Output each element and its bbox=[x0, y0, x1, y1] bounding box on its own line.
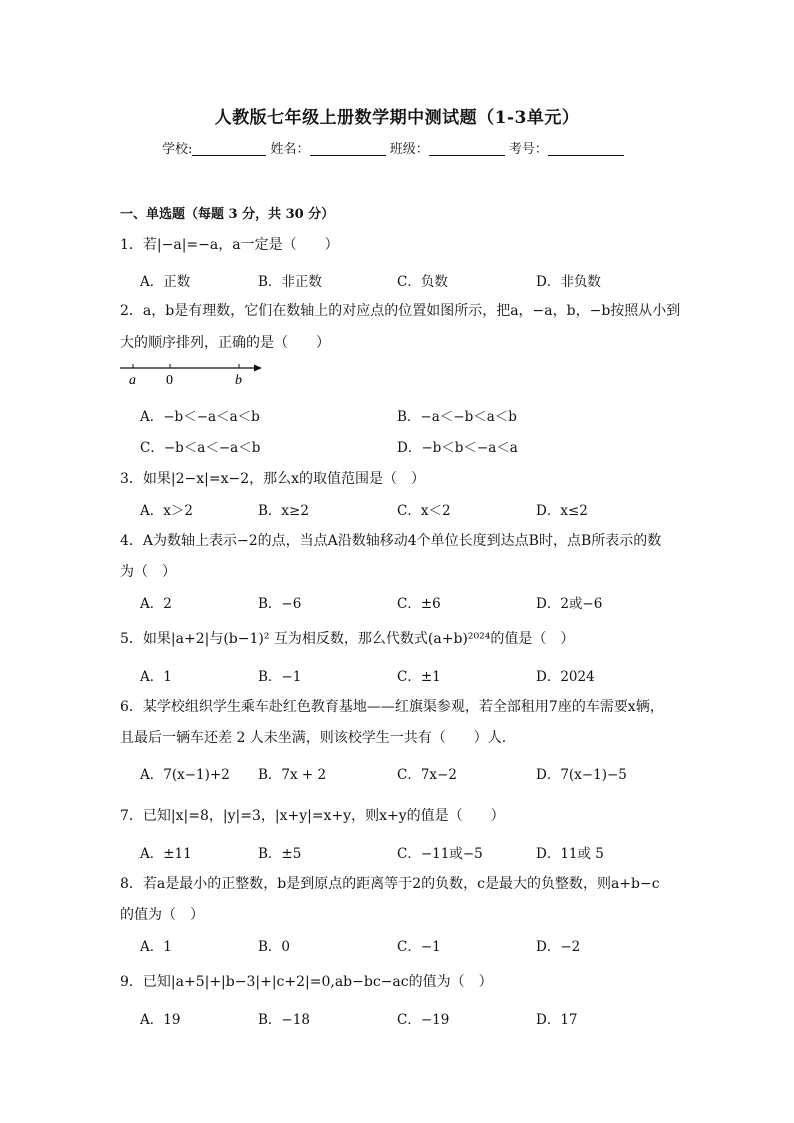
q3-option-a: A．x＞2 bbox=[140, 503, 193, 519]
q9-option-d: D．17 bbox=[536, 1012, 578, 1028]
name-blank[interactable] bbox=[310, 141, 386, 156]
q4-option-a: A．2 bbox=[140, 596, 172, 612]
q8-option-b: B．0 bbox=[258, 939, 291, 955]
school-blank[interactable] bbox=[192, 141, 266, 156]
q5-option-d: D．2024 bbox=[536, 669, 595, 685]
number-line-label-a: a bbox=[129, 373, 136, 388]
class-blank[interactable] bbox=[429, 141, 505, 156]
q8-option-c: C．−1 bbox=[397, 939, 441, 955]
question-3-line-1: 3．如果|2−x|=x−2，那么x的取值范围是（ ） bbox=[120, 471, 426, 487]
q4-option-c: C．±6 bbox=[397, 596, 441, 612]
q9-option-c: C．−19 bbox=[397, 1012, 450, 1028]
question-2-line-2: 大的顺序排列，正确的是（ ） bbox=[120, 335, 330, 351]
q5-option-b: B．−1 bbox=[258, 669, 302, 685]
q3-option-b: B．x≥2 bbox=[258, 503, 309, 519]
q6-option-a: A．7(x−1)+2 bbox=[140, 767, 230, 783]
q6-option-b: B．7x + 2 bbox=[258, 767, 327, 783]
question-4-line-1: 4．A为数轴上表示−2的点，当点A沿数轴移动4个单位长度到达点B时，点B所表示的数 bbox=[120, 533, 662, 549]
question-8-line-1: 8．若a是最小的正整数，b是到原点的距离等于2的负数，c是最大的负整数，则a+b−c bbox=[120, 876, 660, 892]
q1-option-a: A．正数 bbox=[140, 274, 191, 290]
name-label: 姓名： bbox=[270, 142, 310, 157]
question-1-line-1: 1．若|−a|=−a，a一定是（ ） bbox=[120, 237, 339, 253]
question-5-line-1: 5．如果|a+2|与(b−1)² 互为相反数，那么代数式(a+b)²⁰²⁴的值是（ ） bbox=[120, 631, 575, 647]
section-heading: 一、单选题（每题 3 分，共 30 分） bbox=[120, 207, 335, 222]
question-6-line-2: 且最后一辆车还差 2 人未坐满，则该校学生一共有（ ）人． bbox=[120, 730, 516, 746]
q2-option-d: D．−b＜b＜−a＜a bbox=[397, 440, 518, 456]
q1-option-d: D．非负数 bbox=[536, 274, 601, 290]
q1-option-b: B．非正数 bbox=[258, 274, 322, 290]
q8-option-d: D．−2 bbox=[536, 939, 581, 955]
q5-option-a: A．1 bbox=[140, 669, 172, 685]
q9-option-a: A．19 bbox=[140, 1012, 181, 1028]
school-label: 学校: bbox=[162, 142, 193, 157]
q7-option-d: D．11或 5 bbox=[536, 846, 604, 862]
q6-option-d: D．7(x−1)−5 bbox=[536, 767, 627, 783]
arrow-head-icon bbox=[254, 365, 262, 372]
number-line-label-b: b bbox=[235, 373, 242, 388]
q2-option-c: C．−b＜a＜−a＜b bbox=[140, 440, 261, 456]
q9-option-b: B．−18 bbox=[258, 1012, 310, 1028]
q6-option-c: C．7x−2 bbox=[397, 767, 457, 783]
q5-option-c: C．±1 bbox=[397, 669, 441, 685]
q2-option-a: A．−b＜−a＜a＜b bbox=[140, 409, 260, 425]
question-8-line-2: 的值为（ ） bbox=[120, 907, 204, 923]
question-7-line-1: 7．已知|x|=8，|y|=3，|x+y|=x+y，则x+y的值是（ ） bbox=[120, 808, 505, 824]
q2-option-b: B．−a＜−b＜a＜b bbox=[397, 409, 517, 425]
q3-option-c: C．x＜2 bbox=[397, 503, 451, 519]
q4-option-d: D．2或−6 bbox=[536, 596, 603, 612]
question-4-line-2: 为（ ） bbox=[120, 564, 176, 580]
q1-option-c: C．负数 bbox=[397, 274, 448, 290]
student-info-row bbox=[162, 138, 624, 157]
exam-number-label: 考号： bbox=[508, 142, 548, 157]
exam-number-blank[interactable] bbox=[548, 141, 624, 156]
question-9-line-1: 9．已知|a+5|+|b−3|+|c+2|=0,ab−bc−ac的值为（ ） bbox=[120, 974, 493, 990]
question-2-line-1: 2．a，b是有理数，它们在数轴上的对应点的位置如图所示，把a，−a，b，−b按照从小到 bbox=[120, 303, 681, 319]
q7-option-b: B．±5 bbox=[258, 846, 302, 862]
number-line-label-0: 0 bbox=[166, 373, 173, 388]
question-6-line-1: 6．某学校组织学生乘车赴红色教育基地——红旗渠参观，若全部租用7座的车需要x辆， bbox=[120, 699, 664, 715]
q4-option-b: B．−6 bbox=[258, 596, 302, 612]
q7-option-c: C．−11或−5 bbox=[397, 846, 483, 862]
class-label: 班级： bbox=[389, 142, 429, 157]
q3-option-d: D．x≤2 bbox=[536, 503, 588, 519]
q7-option-a: A．±11 bbox=[140, 846, 192, 862]
q8-option-a: A．1 bbox=[140, 939, 172, 955]
number-line-figure bbox=[118, 360, 268, 390]
page-title: 人教版七年级上册数学期中测试题（1-3单元） bbox=[214, 108, 580, 128]
